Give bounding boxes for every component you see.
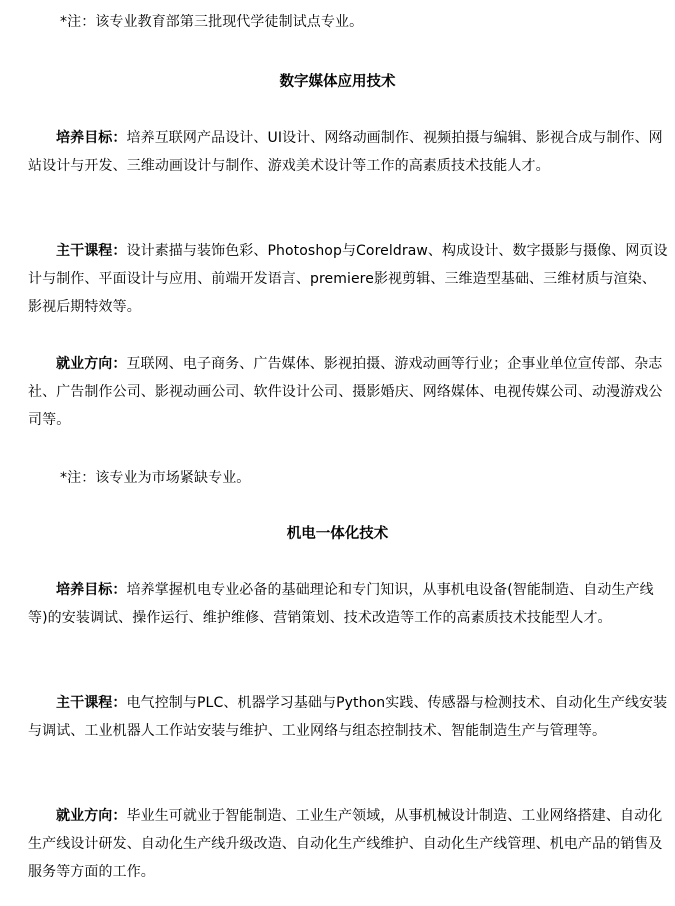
mechatronics-career-direction [28, 802, 668, 886]
career-direction-text: 互联网、电子商务、广告媒体、影视拍摄、游戏动画等行业；企事业单位宣传部、杂志社、广告制作公司、影视动画公司、软件设计公司、摄影婚庆、网络媒体、电视传媒公司、动漫游戏公司等。 [28, 356, 663, 428]
career-direction-label: 就业方向： [56, 808, 127, 824]
section-title-digital-media: 数字媒体应用技术 [279, 74, 396, 90]
main-courses-label: 主干课程： [56, 243, 127, 259]
mechatronics-main-courses [28, 689, 668, 745]
training-goal-text: 培养互联网产品设计、UI设计、网络动画制作、视频拍摄与编辑、影视合成与制作、网站设计与开发、三维动画设计与制作、游戏美术设计等工作的高素质技术技能人才。 [28, 130, 663, 174]
section-title-mechatronics: 机电一体化技术 [286, 526, 389, 542]
digital-media-main-courses [28, 237, 668, 321]
digital-media-career-direction [28, 350, 668, 434]
main-courses-label: 主干课程： [56, 695, 127, 711]
mechatronics-training-goal [28, 576, 668, 632]
main-courses-text: 设计素描与装饰色彩、Photoshop与Coreldraw、构成设计、数字摄影与摄像、网页设计与制作、平面设计与应用、前端开发语言、premiere影视剪辑、三维造型基础、三维材质与渲染、影视后期特效等。 [28, 243, 668, 315]
digital-media-training-goal [28, 124, 668, 180]
digital-media-note: *注：该专业为市场紧缺专业。 [60, 470, 251, 486]
career-direction-label: 就业方向： [56, 356, 127, 372]
career-direction-text: 毕业生可就业于智能制造、工业生产领域，从事机械设计制造、工业网络搭建、自动化生产线设计研发、自动化生产线升级改造、自动化生产线维护、自动化生产线管理、机电产品的销售及服务等方面的工作。 [28, 808, 663, 880]
training-goal-text: 培养掌握机电专业必备的基础理论和专门知识，从事机电设备(智能制造、自动生产线等)的安装调试、操作运行、维护维修、营销策划、技术改造等工作的高素质技术技能型人才。 [28, 582, 654, 626]
note-top: *注：该专业教育部第三批现代学徒制试点专业。 [60, 14, 364, 30]
main-courses-text: 电气控制与PLC、机器学习基础与Python实践、传感器与检测技术、自动化生产线安装与调试、工业机器人工作站安装与维护、工业网络与组态控制技术、智能制造生产与管理等。 [28, 695, 668, 739]
training-goal-label: 培养目标： [56, 582, 127, 598]
training-goal-label: 培养目标： [56, 130, 127, 146]
